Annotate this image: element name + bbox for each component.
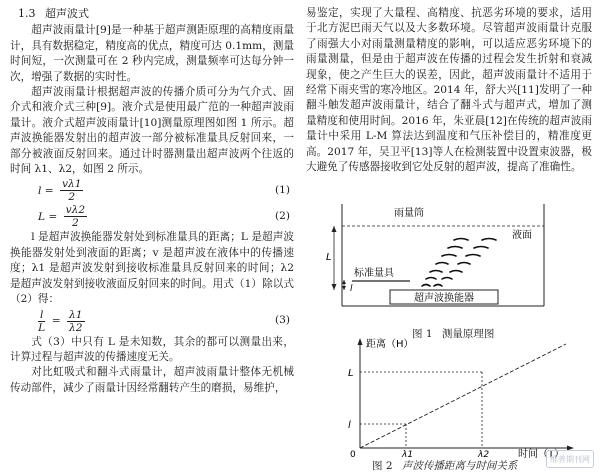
label-surface: 液面 <box>512 230 532 241</box>
right-column <box>306 6 592 175</box>
eq3-left-denominator: L <box>38 321 46 334</box>
equation-1 <box>38 178 294 203</box>
paragraph-types: 超声波雨量计根据超声波的传播介质可分为气介式、固介式和液介式三种[9]。液介式是使用最广范的一种超声波雨量计。液介式超声波雨量计[10]测量原理图如图 1 所示。超声波换能器发射出的超声波一部分被标准量具反射回来，一部分被液面反射回来。通过计时器测量出超声波两个往返的时间 λ1、λ2，如图 2 所示。 <box>10 86 294 176</box>
paragraph-continued: 易鉴定，实现了大量程、高精度、抗恶劣环境的要求，适用于北方泥巴雨天气以及大多数环境。尽管超声波雨量计克服了雨强大小对雨量测量精度的影响，可以适应恶劣环境下的雨量测量，但是由于超声波在传播的过程会发生折射和衰减现象，使之产生巨大的误差，因此，超声波雨量计不适用于经常下雨夹雪的寒冷地区。2014 年，舒大兴[11]发明了一种翻斗触发超声波雨量计，结合了翻斗式与超声式，增加了测量精度和使用时间。2016 年，朱亚晨[12]在传统的超声波雨量计中采用 L-M 算法达到温度和气压补偿目的，精准度更高。2017 年，吴卫平[13]等人在检测装置中设置束波器，极大避免了传感器接收到它处反射的超声波，提高了准确性。 <box>306 7 592 174</box>
eq2-numerator: vλ2 <box>65 204 86 217</box>
eq3-right-denominator: λ2 <box>69 321 83 334</box>
label-L: L <box>326 252 332 263</box>
x-tick-lambda2: λ2 <box>478 450 490 460</box>
eq2-lhs: L = <box>38 210 58 223</box>
paragraph-definitions: l 是超声波换能器发射处到标准量具的距离；L 是超声波换能器发射处到液面的距离；v 是超声波在液体中的传播速度；λ1 是超声波发射到接收标准量具反射回来的时间；λ2 是超声波发射到接收液面反射回来的时间。用式（1）除以式（2）得： <box>10 231 294 306</box>
label-reference: 标准量具 <box>354 268 394 279</box>
figure-2-caption <box>372 458 517 473</box>
paragraph-intro: 超声波雨量计[9]是一种基于超声测距原理的高精度雨量计，具有数据稳定，精度高的优点，精度可达 0.1mm，测量时间短，一次测量可在 2 秒内完成，测量频率可达每分钟一次，增强了数据的实时性。 <box>10 24 294 83</box>
eq2-denominator: 2 <box>72 217 79 230</box>
figure-2-graph <box>340 336 590 458</box>
label-gauge: 雨量筒 <box>394 208 424 219</box>
y-axis-label: 距离（H） <box>366 339 414 350</box>
watermark-logo: 维普期刊网 <box>546 450 594 468</box>
eq3-right-numerator: λ1 <box>69 308 83 321</box>
eq1-numerator: vλ1 <box>62 178 82 191</box>
figure-2-title: 声波传播距离与时间关系 <box>401 460 518 472</box>
eq2-number: (2) <box>274 210 290 223</box>
equation-2 <box>38 204 294 229</box>
label-l: l <box>350 284 353 294</box>
paragraph-comparison: 对比虹吸式和翻斗式雨量计，超声波雨量计整体无机械传动部件，减少了雨量计因经常翻转产生的磨损，易维护， <box>10 366 294 394</box>
eq1-number: (1) <box>274 184 290 197</box>
section-number: 1.3 <box>18 7 36 20</box>
propagation-line <box>360 344 566 448</box>
x-axis-label: 时间（T） <box>518 449 565 460</box>
section-heading <box>18 6 294 21</box>
x-tick-lambda1: λ1 <box>402 450 414 460</box>
eq3-number: (3) <box>274 314 290 327</box>
left-column <box>10 6 294 396</box>
eq1-denominator: 2 <box>68 191 76 204</box>
equation-3: $\frac{l}{L}$ = $\frac{\lambda 1}{\lambda 2}$ (3) <box>38 308 290 334</box>
figure-1-diagram <box>326 202 588 322</box>
ultrasonic-waves <box>422 239 496 287</box>
y-tick-l: l <box>348 420 351 431</box>
eq3-left-numerator: l <box>40 308 44 321</box>
eq1-lhs: l = <box>38 184 54 197</box>
y-tick-L: L <box>348 368 354 379</box>
origin-label: 0 <box>350 450 356 460</box>
figure-1-number: 图 1 <box>412 328 433 340</box>
figure-2-number: 图 2 <box>372 460 393 472</box>
paragraph-conclusion: 式（3）中只有 L 是未知数，其余的都可以测量出来，计算过程与超声波的传播速度无关。 <box>10 335 294 363</box>
figure-1-title: 测量原理图 <box>441 328 495 340</box>
label-transducer: 超声波换能器 <box>414 293 474 304</box>
section-title: 超声波式 <box>45 7 89 20</box>
